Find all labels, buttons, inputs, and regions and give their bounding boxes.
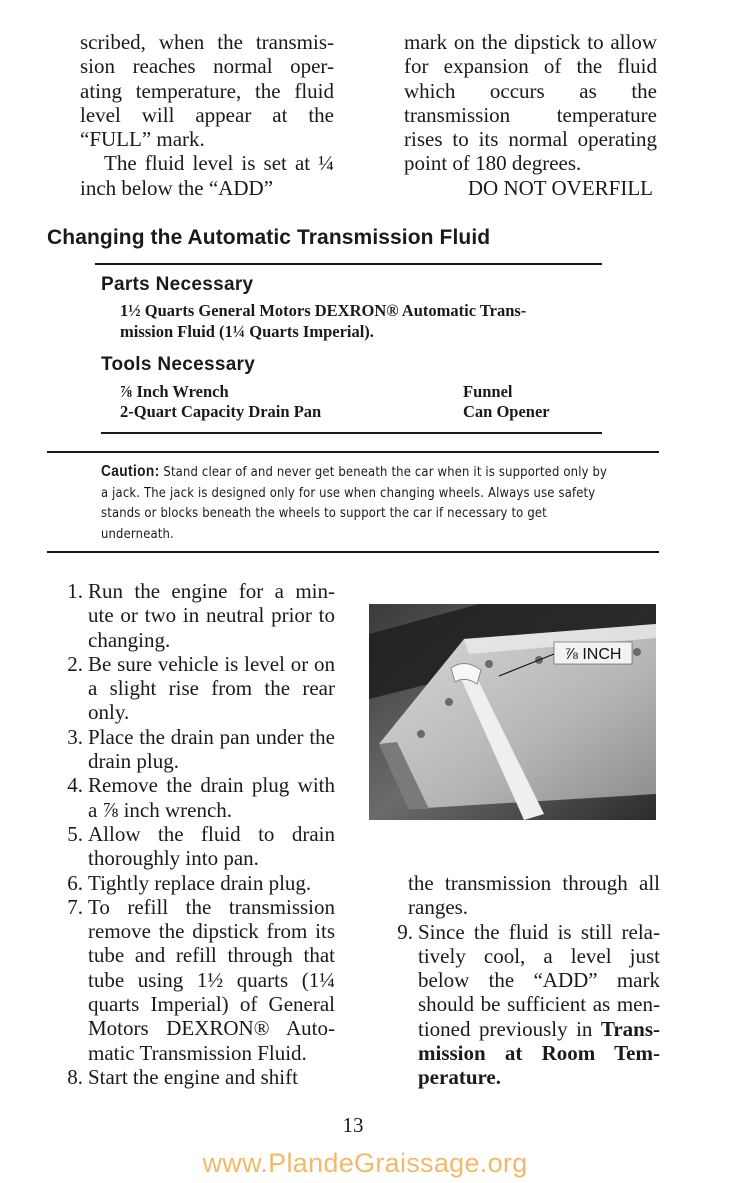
step-number: 5. bbox=[67, 821, 83, 846]
caution-label: Caution: bbox=[101, 463, 160, 480]
tool-item: Funnel bbox=[463, 382, 513, 401]
step-number: 7. bbox=[67, 894, 83, 919]
page-number-text: 13 bbox=[342, 1113, 364, 1137]
top-right-column bbox=[404, 30, 657, 200]
step-number: 1. bbox=[67, 579, 83, 603]
step-text bbox=[418, 920, 660, 1090]
step-2 bbox=[50, 652, 335, 725]
tools-heading: Tools Necessary bbox=[101, 354, 256, 375]
tool-item: ⅞ Inch Wrench bbox=[120, 382, 229, 401]
step-6 bbox=[50, 871, 335, 895]
section-title: Changing the Automatic Transmission Fluid bbox=[47, 226, 491, 249]
step-number: 2. bbox=[67, 651, 83, 676]
step-9 bbox=[380, 920, 660, 1090]
step-text: Tightly replace drain plug. bbox=[88, 870, 312, 895]
tool-item: Can Opener bbox=[463, 402, 550, 421]
step-8-continued: the transmission through all ranges. bbox=[408, 871, 660, 920]
step-text: To refill the transmission remove the dipstick from its tube and refill through that tube using 1½ quarts (1¼ quarts Imperial) of General Motors DEXRON® Auto- matic Transmission Fluid. bbox=[88, 894, 335, 1065]
steps-left bbox=[50, 579, 335, 1089]
tool-item: 2-Quart Capacity Drain Pan bbox=[120, 402, 322, 421]
step-number: 8. bbox=[67, 1064, 83, 1089]
step-3 bbox=[50, 725, 335, 774]
parts-heading: Parts Necessary bbox=[101, 274, 254, 295]
step-9-reference: Trans- mission at Room Tem- perature. bbox=[418, 1016, 661, 1090]
top-left-column bbox=[80, 30, 334, 200]
watermark-text: www.PlandeGraissage.org bbox=[202, 1148, 528, 1178]
step-number: 6. bbox=[67, 870, 83, 895]
step-number: 9. bbox=[397, 919, 413, 944]
parts-line-2: mission Fluid (1¼ Quarts Imperial). bbox=[120, 322, 374, 341]
watermark bbox=[0, 1148, 734, 1179]
step-text: Start the engine and shift bbox=[88, 1064, 298, 1089]
step-5 bbox=[50, 822, 335, 871]
step-9-text: Since the fluid is still rela- tively cool, a level just below the “ADD” mark should be sufficient as men- tioned previously in bbox=[418, 919, 660, 1041]
divider-rule bbox=[95, 263, 602, 265]
step-7 bbox=[50, 895, 335, 1065]
step-1 bbox=[50, 579, 335, 652]
overfill-warning: DO NOT OVERFILL bbox=[467, 175, 653, 200]
top-left-paragraph-1: scribed, when the transmis- sion reaches normal oper- ating temperature, the fluid level will appear at the “FULL” mark. bbox=[80, 30, 334, 152]
step-text: Place the drain pan under the drain plug. bbox=[88, 724, 335, 774]
parts-line-1: 1½ Quarts General Motors DEXRON® Automatic Trans- bbox=[120, 301, 527, 320]
top-right-paragraph-1: mark on the dipstick to allow for expansion of the fluid which occurs as the transmission temperature rises to its normal operating point of 180 degrees. bbox=[404, 30, 657, 176]
step-8 bbox=[50, 1065, 335, 1089]
page-number bbox=[0, 1113, 734, 1138]
caution-text: Stand clear of and never get beneath the car when it is supported only by a jack. The jack is designed only for use when changing wheels. Always use safety stands or blocks beneath the wheels to support the car if necessary to get underneath. bbox=[101, 464, 608, 542]
step-4 bbox=[50, 773, 335, 822]
step-text: Run the engine for a min- ute or two in neutral prior to changing. bbox=[88, 579, 335, 652]
drain-plug-photo bbox=[369, 604, 656, 820]
photo-label: ⅞ INCH bbox=[564, 646, 622, 663]
caution-box bbox=[101, 462, 611, 544]
divider-rule bbox=[47, 451, 659, 453]
step-text: Allow the fluid to drain thoroughly into pan. bbox=[88, 821, 335, 871]
top-left-paragraph-2: The fluid level is set at ¼ inch below the “ADD” bbox=[80, 151, 334, 200]
step-number: 4. bbox=[67, 773, 83, 798]
step-text: Be sure vehicle is level or on a slight rise from the rear only. bbox=[88, 651, 335, 725]
divider-rule bbox=[47, 551, 659, 553]
parts-list bbox=[120, 300, 620, 342]
divider-rule bbox=[101, 432, 602, 434]
steps-right bbox=[380, 871, 660, 1090]
step-number: 3. bbox=[67, 724, 83, 749]
step-text: Remove the drain plug with a ⅞ inch wrench. bbox=[88, 773, 335, 822]
